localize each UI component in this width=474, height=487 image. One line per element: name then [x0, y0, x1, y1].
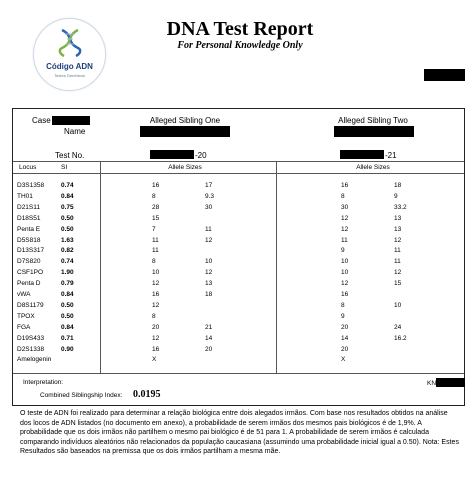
sibling-one-allele-2: 17 — [205, 182, 213, 189]
siblingship-index: 0.75 — [61, 203, 74, 211]
redacted-name-one — [140, 126, 230, 137]
locus-name: D5S818 — [17, 236, 41, 244]
siblingship-index: 0.71 — [61, 334, 74, 342]
sibling-two-allele-2: 16.2 — [394, 334, 407, 342]
header-divider — [13, 161, 464, 162]
sibling-one-allele-1: 12 — [152, 280, 160, 288]
sibling-one-allele-1: 16 — [152, 291, 160, 298]
sibling-one-allele-1: 8 — [152, 192, 156, 200]
sibling-one-allele-2: 13 — [205, 280, 213, 288]
sibling-one-allele-1: 15 — [152, 214, 160, 222]
sibling-one-allele-1: 28 — [152, 203, 160, 211]
sibling-one-allele-2: 30 — [205, 203, 213, 211]
sibling-one-allele-2: 11 — [205, 225, 212, 233]
redacted-name-two — [334, 126, 414, 137]
kn-label: KN — [427, 380, 437, 387]
sibling-two-allele-1: 10 — [341, 269, 349, 277]
siblingship-index: 0.82 — [61, 247, 74, 255]
sibling-two-allele-1: 14 — [341, 334, 349, 342]
logo-brand-text: Código ADN — [46, 62, 93, 71]
siblingship-index: 0.74 — [61, 182, 74, 189]
allele-sizes-one: Allele Sizes — [168, 164, 202, 171]
sibling-one-allele-2: 10 — [205, 258, 213, 266]
redacted-kn-number — [436, 378, 465, 387]
sibling-two-allele-2: 12 — [394, 236, 402, 244]
sibling-two-allele-2: 24 — [394, 323, 402, 331]
locus-name: D19S433 — [17, 334, 45, 342]
sibling-one-allele-2: 14 — [205, 334, 213, 342]
sibling-one-allele-2: 9.3 — [205, 192, 215, 200]
sibling-two-allele-1: 20 — [341, 323, 349, 331]
siblingship-index: 0.74 — [61, 258, 74, 266]
sibling-one-allele-2: 18 — [205, 291, 213, 298]
sibling-one-allele-1: 16 — [152, 345, 160, 353]
siblingship-index: 0.50 — [61, 214, 74, 222]
redacted-test-one — [150, 150, 194, 159]
siblingship-index: 0.79 — [61, 280, 74, 288]
sibling-two-allele-2: 12 — [394, 269, 402, 277]
sibling-two-allele-1: 9 — [341, 247, 345, 255]
sibling-one-allele-1: 8 — [152, 258, 156, 266]
redacted-case-number — [52, 116, 90, 125]
locus-name: D21S11 — [17, 203, 41, 211]
sibling-one-allele-1: 12 — [152, 334, 160, 342]
siblingship-index: 0.50 — [61, 312, 74, 320]
sibling-two-allele-2: 33.2 — [394, 203, 407, 211]
redacted-test-two — [340, 150, 384, 159]
test-no-label: Test No. — [55, 151, 85, 160]
siblingship-index: 0.84 — [61, 323, 74, 331]
sibling-one-allele-2: 12 — [205, 236, 213, 244]
company-logo — [33, 18, 106, 91]
sibling-two-allele-1: 8 — [341, 192, 345, 200]
dna-helix-icon — [56, 28, 84, 58]
sibling-two-allele-1: 16 — [341, 291, 349, 298]
locus-name: D8S1179 — [17, 301, 44, 309]
sibling-two-allele-1: 12 — [341, 225, 349, 233]
sibling-two-allele-2: 11 — [394, 247, 401, 255]
interpretation-note: O teste de ADN foi realizado para determinar a relação biológica entre dois alegados irmãos. Com base nos resultados obtidos na análise dos locos de ADN listados (no documento em anexo), a probabilidade de serem irmãos dos mesmos pais biológicos é de 1,9%. A probabilidade que os dois irmãos não partilhem o mesmo pai biológico é de 51 para 1. A probabilidade de serem irmãos é calculada comparando indivíduos aleatórios não relacionados da população caucasiana (assumindo uma probabilidade inicial igual a 0.50). Nota: Estes Resultados são baseados na premissa que os dois irmãos partilham a mesma mãe. — [20, 410, 459, 456]
locus-name: D18S51 — [17, 214, 41, 222]
siblingship-index: 1.90 — [61, 269, 74, 277]
sibling-one-allele-1: 10 — [152, 269, 160, 277]
sibling-two-allele-2: 13 — [394, 225, 402, 233]
locus-name: FGA — [17, 323, 31, 331]
siblingship-index: 0.50 — [61, 225, 74, 233]
sibling-one-allele-2: 12 — [205, 269, 213, 277]
test-one-suffix: -20 — [195, 151, 207, 160]
siblingship-index: 1.63 — [61, 236, 74, 244]
sibling-two-allele-2: 10 — [394, 301, 402, 309]
logo-tagline: Testes Genéticos — [54, 73, 85, 78]
name-label: Name — [64, 127, 86, 136]
csi-label: Combined Siblingship Index: — [40, 392, 123, 399]
sibling-one-allele-2: 20 — [205, 345, 213, 353]
sibling-one-allele-1: 12 — [152, 301, 160, 309]
siblingship-index: 0.90 — [61, 345, 74, 353]
sibling-two-allele-1: 9 — [341, 312, 345, 320]
interpretation-label: Interpretation: — [23, 379, 64, 386]
sibling-two-allele-1: X — [341, 356, 346, 364]
sibling-one-allele-1: X — [152, 356, 157, 364]
redacted-id-top — [424, 69, 465, 81]
siblingship-index: 0.84 — [61, 192, 74, 200]
locus-name: TH01 — [17, 192, 33, 200]
sibling-two-allele-1: 12 — [341, 214, 349, 222]
sibling-one-allele-1: 11 — [152, 247, 159, 255]
sibling-two-allele-1: 12 — [341, 280, 349, 288]
sibling-one-allele-1: 20 — [152, 323, 160, 331]
locus-name: D13S317 — [17, 247, 45, 255]
test-two-suffix: -21 — [385, 151, 397, 160]
report-title: DNA Test Report — [166, 18, 314, 40]
sibling-two-allele-2: 11 — [394, 258, 401, 266]
siblingship-index: 0.50 — [61, 301, 74, 309]
sibling-one-allele-1: 11 — [152, 236, 159, 244]
sibling-one-allele-2: 21 — [205, 323, 213, 331]
sibling-two-allele-1: 16 — [341, 182, 349, 189]
sibling-one-allele-1: 7 — [152, 225, 156, 233]
locus-name: Amelogenin — [17, 356, 52, 364]
locus-name: vWA — [17, 291, 31, 298]
csi-value: 0.0195 — [133, 389, 161, 400]
sibling-two-allele-2: 9 — [394, 192, 398, 200]
locus-name: Penta E — [17, 225, 41, 233]
si-column-header: SI — [61, 164, 68, 171]
sibling-two-allele-1: 10 — [341, 258, 349, 266]
sibling-two-allele-2: 15 — [394, 280, 402, 288]
locus-name: D3S1358 — [17, 182, 45, 189]
locus-name: CSF1PO — [17, 269, 44, 277]
sibling-two-allele-2: 13 — [394, 214, 402, 222]
sibling-one-allele-1: 16 — [152, 182, 160, 189]
sibling-one-allele-1: 8 — [152, 312, 156, 320]
case-label: Case — [32, 116, 51, 125]
sibling-two-header: Alleged Sibling Two — [338, 116, 408, 125]
locus-name: D7S820 — [17, 258, 41, 266]
sibling-two-allele-1: 11 — [341, 236, 348, 244]
report-subtitle: For Personal Knowledge Only — [177, 40, 303, 51]
sibling-two-allele-1: 8 — [341, 301, 345, 309]
subheader-divider — [13, 173, 464, 174]
sibling-two-allele-1: 30 — [341, 203, 349, 211]
locus-name: Penta D — [17, 280, 41, 288]
sibling-two-allele-1: 20 — [341, 345, 349, 353]
locus-name: TPOX — [17, 312, 35, 320]
sibling-two-allele-2: 18 — [394, 182, 402, 189]
column-divider-mid — [276, 161, 277, 373]
siblingship-index: 0.84 — [61, 291, 74, 298]
sibling-one-header: Alleged Sibling One — [149, 116, 221, 125]
locus-column-header: Locus — [19, 164, 37, 171]
allele-sizes-two: Allele Sizes — [356, 164, 390, 171]
column-divider-left — [100, 161, 101, 373]
locus-name: D2S1338 — [17, 345, 45, 353]
table-bottom-divider — [13, 373, 464, 374]
